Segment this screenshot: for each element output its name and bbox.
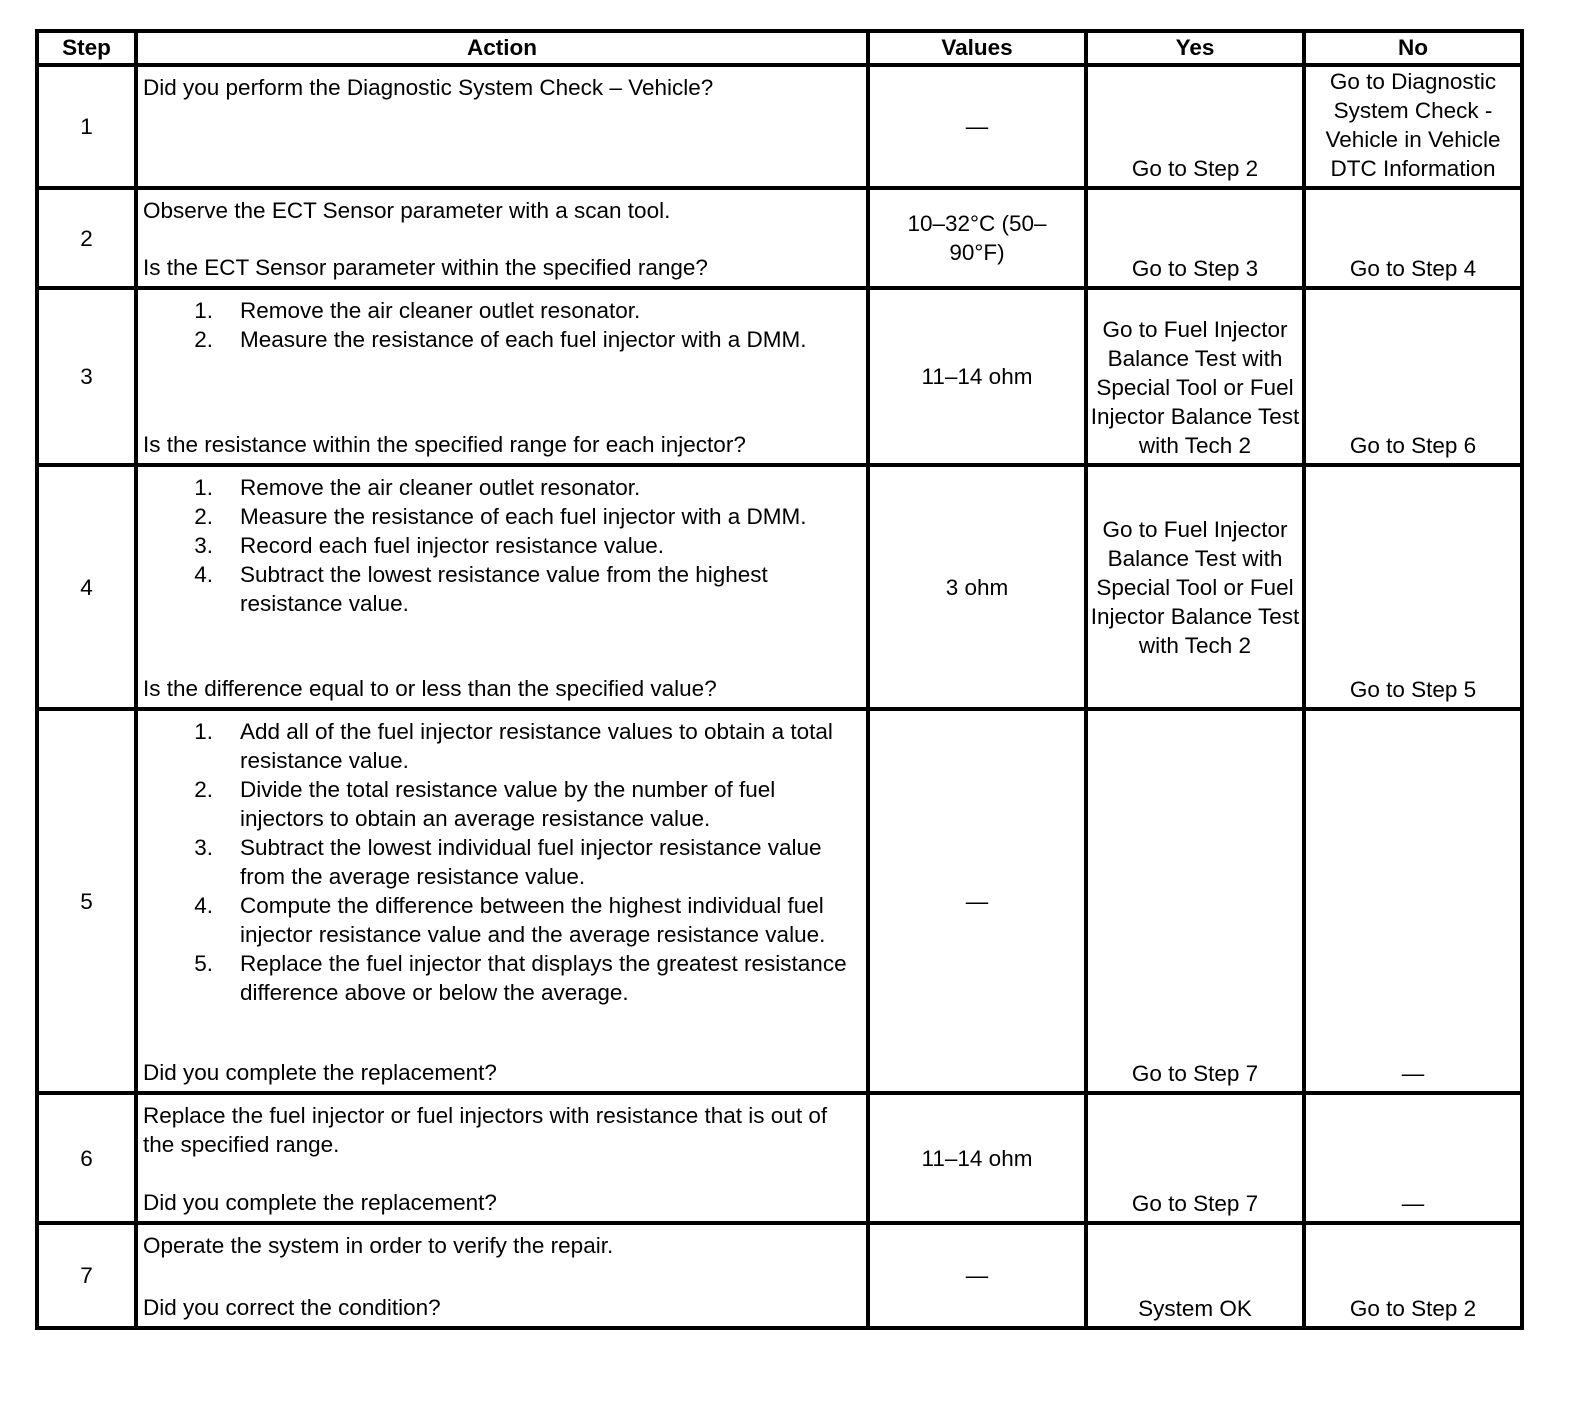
value-cell: 3 ohm (868, 465, 1086, 709)
no-cell: Go to Step 2 (1304, 1223, 1522, 1328)
list-item (143, 891, 860, 949)
list-item (143, 473, 860, 502)
diagnostic-table (35, 29, 1524, 1330)
header-no: No (1304, 31, 1522, 65)
action-text: Operate the system in order to verify the repair. (143, 1233, 614, 1258)
list-item (143, 325, 860, 354)
yes-cell: Go to Step 3 (1086, 188, 1304, 288)
list-item (143, 833, 860, 891)
list-number: 3. (194, 533, 213, 558)
yes-cell: Go to Step 2 (1086, 65, 1304, 188)
step-number: 1 (37, 65, 136, 188)
value-cell: — (868, 65, 1086, 188)
list-number: 1. (194, 719, 213, 744)
step-number: 2 (37, 188, 136, 288)
list-text: Replace the fuel injector that displays the greatest resistance difference above or below the average. (240, 951, 847, 1005)
list-number: 3. (194, 835, 213, 860)
table-row (37, 465, 1522, 709)
header-step: Step (37, 31, 136, 65)
action-text: Observe the ECT Sensor parameter with a scan tool. (143, 198, 671, 223)
step-number: 6 (37, 1093, 136, 1223)
list-text: Add all of the fuel injector resistance values to obtain a total resistance value. (240, 719, 833, 773)
action-cell (136, 288, 868, 465)
table-row (37, 1093, 1522, 1223)
list-text: Subtract the lowest individual fuel injector resistance value from the average resistance value. (240, 835, 822, 889)
value-cell: 10–32°C (50–90°F) (868, 188, 1086, 288)
action-question: Is the resistance within the specified range for each injector? (143, 432, 746, 457)
action-text: Replace the fuel injector or fuel injectors with resistance that is out of the specified range. (143, 1103, 828, 1157)
step-number: 7 (37, 1223, 136, 1328)
action-question: Did you correct the condition? (143, 1295, 441, 1320)
list-number: 2. (194, 777, 213, 802)
list-text: Compute the difference between the highest individual fuel injector resistance value and the average resistance value. (240, 893, 826, 947)
list-number: 4. (194, 893, 213, 918)
yes-cell: Go to Step 7 (1086, 1093, 1304, 1223)
no-cell: Go to Step 6 (1304, 288, 1522, 465)
list-text: Record each fuel injector resistance value. (240, 533, 664, 558)
yes-cell: Go to Fuel Injector Balance Test with Special Tool or Fuel Injector Balance Test with Tech 2 (1086, 465, 1304, 709)
action-question: Is the ECT Sensor parameter within the specified range? (143, 255, 708, 280)
action-cell (136, 465, 868, 709)
table-row (37, 65, 1522, 188)
no-cell: Go to Step 4 (1304, 188, 1522, 288)
action-cell (136, 65, 868, 188)
yes-cell: Go to Step 7 (1086, 709, 1304, 1093)
list-text: Subtract the lowest resistance value from the highest resistance value. (240, 562, 768, 616)
action-list (143, 717, 860, 1007)
no-cell: Go to Diagnostic System Check - Vehicle in Vehicle DTC Information (1304, 65, 1522, 188)
list-text: Measure the resistance of each fuel injector with a DMM. (240, 504, 807, 529)
list-number: 2. (194, 327, 213, 352)
list-item (143, 560, 860, 618)
no-cell: Go to Step 5 (1304, 465, 1522, 709)
list-item (143, 502, 860, 531)
step-number: 3 (37, 288, 136, 465)
yes-cell: Go to Fuel Injector Balance Test with Special Tool or Fuel Injector Balance Test with Tech 2 (1086, 288, 1304, 465)
action-cell (136, 188, 868, 288)
action-list (143, 296, 860, 354)
list-item (143, 775, 860, 833)
action-cell (136, 709, 868, 1093)
value-cell: — (868, 1223, 1086, 1328)
header-yes: Yes (1086, 31, 1304, 65)
value-cell: 11–14 ohm (868, 288, 1086, 465)
list-text: Divide the total resistance value by the number of fuel injectors to obtain an average resistance value. (240, 777, 776, 831)
list-text: Measure the resistance of each fuel injector with a DMM. (240, 327, 807, 352)
table-row (37, 188, 1522, 288)
action-cell (136, 1093, 868, 1223)
list-text: Remove the air cleaner outlet resonator. (240, 475, 641, 500)
table-row (37, 1223, 1522, 1328)
list-item (143, 717, 860, 775)
list-number: 1. (194, 475, 213, 500)
table-row (37, 709, 1522, 1093)
list-number: 5. (194, 951, 213, 976)
no-cell: — (1304, 709, 1522, 1093)
header-values: Values (868, 31, 1086, 65)
value-cell: — (868, 709, 1086, 1093)
no-cell: — (1304, 1093, 1522, 1223)
action-question: Is the difference equal to or less than the specified value? (143, 676, 717, 701)
list-item (143, 949, 860, 1007)
list-item (143, 531, 860, 560)
list-number: 2. (194, 504, 213, 529)
action-text: Did you perform the Diagnostic System Check – Vehicle? (143, 75, 714, 100)
action-question: Did you complete the replacement? (143, 1190, 497, 1215)
list-item (143, 296, 860, 325)
step-number: 4 (37, 465, 136, 709)
action-list (143, 473, 860, 618)
step-number: 5 (37, 709, 136, 1093)
header-row (37, 31, 1522, 65)
yes-cell: System OK (1086, 1223, 1304, 1328)
list-number: 4. (194, 562, 213, 587)
table-row (37, 288, 1522, 465)
header-action: Action (136, 31, 868, 65)
action-cell (136, 1223, 868, 1328)
list-number: 1. (194, 298, 213, 323)
value-cell: 11–14 ohm (868, 1093, 1086, 1223)
list-text: Remove the air cleaner outlet resonator. (240, 298, 641, 323)
action-question: Did you complete the replacement? (143, 1060, 497, 1085)
